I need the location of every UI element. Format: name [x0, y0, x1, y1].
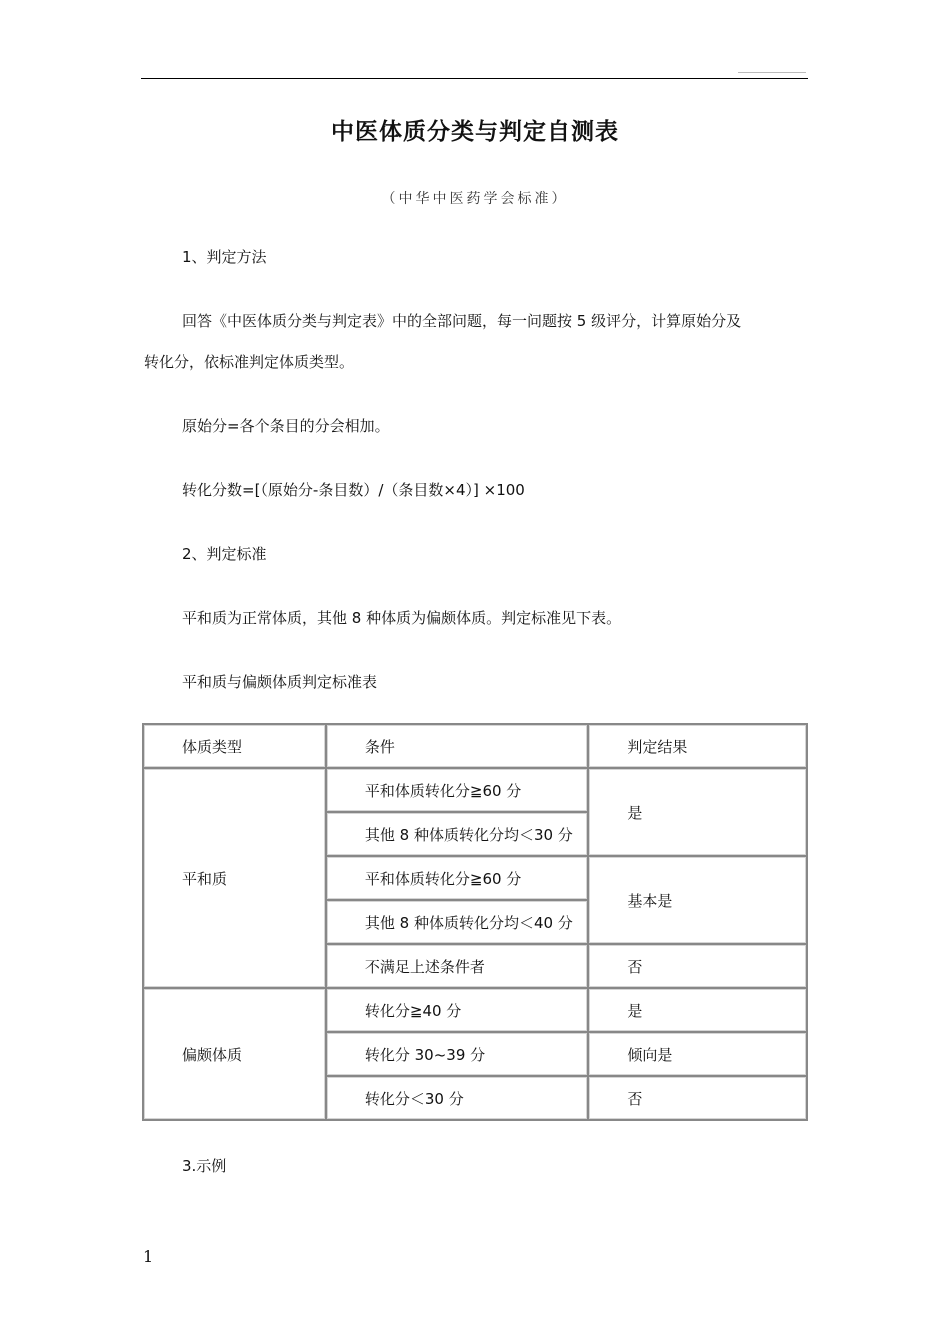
type-cell-pianpo: 偏颇体质 [143, 988, 326, 1120]
result-cell: 否 [588, 944, 807, 988]
condition-cell: 平和体质转化分≧60 分 [326, 856, 589, 900]
converted-score-formula: 转化分数=[（原始分-条目数）/（条目数×4）] ×100 [182, 481, 525, 499]
header-cell-type: 体质类型 [143, 724, 326, 768]
condition-cell: 其他 8 种体质转化分均＜30 分 [326, 812, 589, 856]
table-row [143, 768, 807, 812]
raw-score-definition: 原始分=各个条目的分会相加。 [182, 417, 390, 435]
condition-cell: 转化分 30~39 分 [326, 1032, 589, 1076]
section3-heading: 3.示例 [182, 1157, 227, 1175]
result-cell: 倾向是 [588, 1032, 807, 1076]
section2-paragraph: 平和质为正常体质，其他 8 种体质为偏颇体质。判定标准见下表。 [182, 609, 622, 627]
section2-heading: 2、判定标准 [182, 545, 267, 563]
result-cell: 否 [588, 1076, 807, 1120]
table-caption: 平和质与偏颇体质判定标准表 [182, 673, 378, 691]
document-subtitle: （中华中医药学会标准） [381, 191, 569, 207]
section1-paragraph-line2: 转化分，依标准判定体质类型。 [144, 353, 355, 371]
result-cell: 是 [588, 768, 807, 856]
header-mark [738, 72, 806, 73]
condition-cell: 不满足上述条件者 [326, 944, 589, 988]
result-cell: 是 [588, 988, 807, 1032]
condition-cell: 转化分＜30 分 [326, 1076, 589, 1120]
page-number: 1 [143, 1247, 154, 1266]
document-title: 中医体质分类与判定自测表 [331, 119, 619, 145]
result-cell: 基本是 [588, 856, 807, 944]
table-header-row [143, 724, 807, 768]
header-cell-result: 判定结果 [588, 724, 807, 768]
header-rule [141, 78, 808, 79]
section1-heading: 1、判定方法 [182, 248, 267, 266]
condition-cell: 转化分≧40 分 [326, 988, 589, 1032]
section1-paragraph-line1: 回答《中医体质分类与判定表》中的全部问题，每一问题按 5 级评分，计算原始分及 [182, 312, 742, 330]
type-cell-pinghe: 平和质 [143, 768, 326, 988]
table-row [143, 988, 807, 1032]
condition-cell: 其他 8 种体质转化分均＜40 分 [326, 900, 589, 944]
header-cell-condition: 条件 [326, 724, 589, 768]
condition-cell: 平和体质转化分≧60 分 [326, 768, 589, 812]
constitution-criteria-table [142, 723, 808, 1121]
